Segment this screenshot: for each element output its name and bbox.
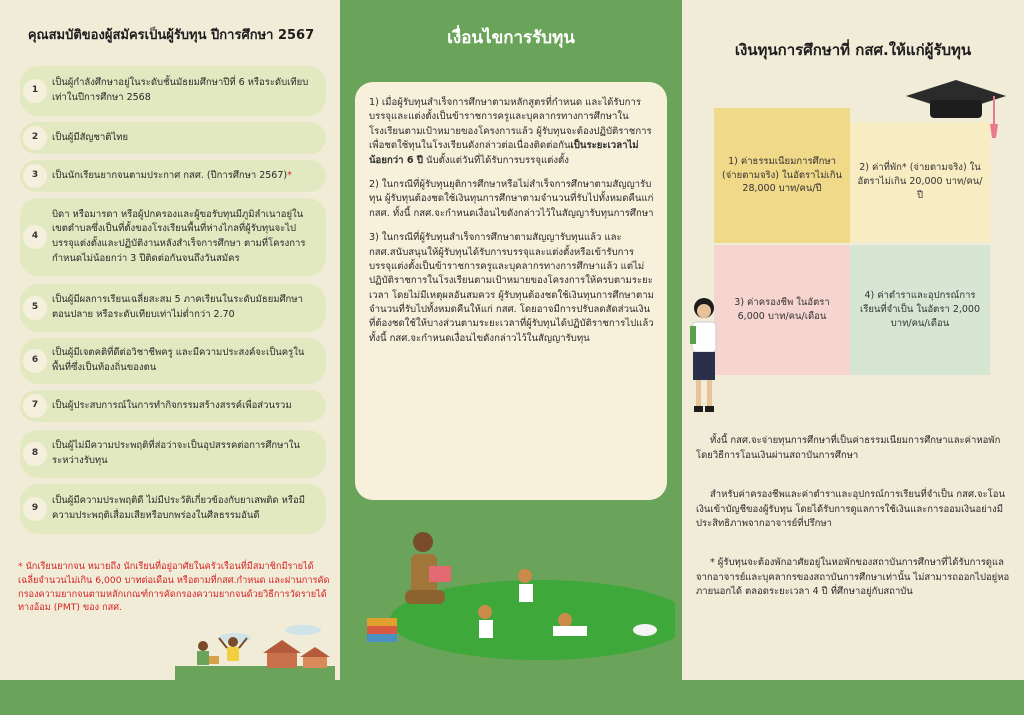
- funding-title: เงินทุนการศึกษาที่ กสศ.ให้แก่ผู้รับทุน: [734, 41, 972, 59]
- qualification-item-8: [20, 430, 326, 478]
- condition-3: 3) ในกรณีที่ผู้รับทุนสำเร็จการศึกษาตามสัญญารับทุนแล้ว และกสศ.สนับสนุนให้ผู้รับทุนได้รับการบรรจุและแต่งตั้งหรือเข้ารับการบรรจุแต่งตั้งเป็นข้าราชการครูและบุคลากรทางการศึกษาแล้ว แต่ไม่ปฏิบัติราชการในโรงเรียนตามเป้าหมายของโครงการให้ครบตามระยะเวลา โดยไม่มีเหตุผลอันสมควร ผู้รับทุนต้องชดใช้เงินทุนการศึกษาตามจำนวนที่รับไปทั้งหมดคืนให้แก่ กสศ. โดยอาจมีการปรับลดสัดส่วนเงินที่ต้องชดใช้ให้บางส่วนตามระยะเวลาที่ผู้รับทุนได้ปฏิบัติราชการไปแล้ว ทั้งนี้ กสศ.จะกำหนดเงื่อนไขดังกล่าวไว้ในสัญญารับทุน: [369, 232, 654, 344]
- item-number: 3: [23, 164, 47, 188]
- item-text: เป็นผู้มีความประพฤติดี ไม่มีประวัติเกี่ยวข้องกับยาเสพติด หรือมีความประพฤติเสื่อมเสียหรือบกพร่องในศีลธรรมอันดี: [52, 495, 305, 521]
- funding-paragraph-1: ทั้งนี้ กสศ.จะจ่ายทุนการศึกษาที่เป็นค่าธรรมเนียมการศึกษาและค่าหอพัก โดยวิธีการโอนเงินผ่านสถาบันการศึกษา: [696, 435, 1001, 461]
- condition-2: 2) ในกรณีที่ผู้รับทุนยุติการศึกษาหรือไม่สำเร็จการศึกษาตามสัญญารับทุน ผู้รับทุนต้องชดใช้เงินทุนการศึกษาตามจำนวนที่รับไปทั้งหมดคืนแก่ กสศ. ทั้งนี้ กสศ.จะกำหนดเงื่อนไขดังกล่าวไว้ในสัญญารับทุนการศึกษา: [369, 178, 654, 219]
- qualifications-panel: [0, 0, 340, 680]
- qualification-item-3: [20, 160, 326, 192]
- qualification-item-6: [20, 338, 326, 384]
- student-figure-illustration: [684, 296, 724, 418]
- item-text: เป็นผู้ประสบการณ์ในการทำกิจกรรมสร้างสรรค์เพื่อส่วนรวม: [52, 399, 292, 411]
- item-text: เป็นผู้มีเจตคติที่ดีต่อวิชาชีพครู และมีความประสงค์จะเป็นครูในพื้นที่ซึ่งเป็นท้องถิ่นของตน: [52, 347, 305, 373]
- qualification-item-1: [20, 66, 326, 116]
- conditions-title: เงื่อนไขการรับทุน: [447, 28, 575, 48]
- tuition-fee-note: 1) ค่าธรรมเนียมการศึกษา (จ่ายตามจริง) ในอัตราไม่เกิน 28,000 บาท/คน/ปี: [714, 108, 850, 243]
- living-allowance-note: 3) ค่าครองชีพ ในอัตรา 6,000 บาท/คน/เดือน: [714, 245, 850, 375]
- condition-1: 1) เมื่อผู้รับทุนสำเร็จการศึกษาตามหลักสูตรที่กำหนด และได้รับการบรรจุและแต่งตั้งเป็นข้าราชการครูและบุคลากรทางการศึกษาในโรงเรียนตามเป้าหมายของโครงการแล้ว ผู้รับทุนจะต้องปฏิบัติราชการเพื่อชดใช้ทุนในโรงเรียนดังกล่าวต่อเนื่องติดต่อกันเป็นระยะเวลาไม่น้อยกว่า 6 ปี นับตั้งแต่วันที่ได้รับการบรรจุแต่งตั้ง: [369, 97, 652, 166]
- item-number: 6: [23, 349, 47, 373]
- bottom-strip: [0, 680, 1024, 715]
- item-number: 4: [23, 225, 47, 249]
- qualification-item-7: [20, 390, 326, 422]
- accommodation-note: 2) ค่าที่พัก* (จ่ายตามจริง) ในอัตราไม่เกิน 20,000 บาท/คน/ปี: [850, 122, 990, 242]
- item-text: เป็นผู้มีสัญชาติไทย: [52, 131, 129, 143]
- item-number: 9: [23, 497, 47, 521]
- item-text: เป็นผู้มีผลการเรียนเฉลี่ยสะสม 5 ภาคเรียนในระดับมัธยมศึกษาตอนปลาย หรือระดับเทียบเท่าไม่ต่ำกว่า 2.70: [52, 294, 303, 320]
- conditions-card: [355, 82, 667, 500]
- qualification-item-2: [20, 122, 326, 154]
- conditions-panel: [340, 0, 682, 680]
- item-text: เป็นผู้กำลังศึกษาอยู่ในระดับชั้นมัธยมศึกษาปีที่ 6 หรือระดับเทียบเท่าในปีการศึกษา 2568: [52, 77, 309, 103]
- item-text: บิดา หรือมารดา หรือผู้ปกครองและผู้ขอรับทุนมีภูมิลำเนาอยู่ในเขตตำบลซึ่งเป็นที่ตั้งของโรงเรียนพื้นที่ห่างไกลที่ผู้รับทุนจะไปบรรจุแต่งตั้งและปฏิบัติงานหลังสำเร็จการศึกษา ตามที่โครงการกำหนดไม่น้อยกว่า 3 ปีติดต่อกันจนถึงวันสมัคร: [52, 208, 306, 264]
- funding-paragraph-2: สำหรับค่าครองชีพและค่าตำราและอุปกรณ์การเรียนที่จำเป็น กสศ.จะโอนเงินเข้าบัญชีของผู้รับทุน โดยได้รับการดูแลการใช้เงินและการออมเงินอย่างมีประสิทธิภาพจากอาจารย์ที่ปรึกษา: [696, 489, 1005, 530]
- item-text: เป็นนักเรียนยากจนตามประกาศ กสศ. (ปีการศึกษา 2567)*: [52, 169, 292, 181]
- item-number: 1: [23, 79, 47, 103]
- item-number: 2: [23, 126, 47, 150]
- qualification-item-5: [20, 284, 326, 332]
- books-equipment-note: 4) ค่าตำราและอุปกรณ์การเรียนที่จำเป็น ในอัตรา 2,000 บาท/คน/เดือน: [850, 245, 990, 375]
- children-village-illustration: [175, 620, 335, 680]
- qualification-item-4: [20, 198, 326, 276]
- teacher-reading-illustration: [355, 520, 675, 680]
- item-number: 8: [23, 442, 47, 466]
- item-number: 7: [23, 394, 47, 418]
- item-number: 5: [23, 296, 47, 320]
- dormitory-note: * ผู้รับทุนจะต้องพักอาศัยอยู่ในหอพักของสถาบันการศึกษาที่ได้รับการดูแลจากอาจารย์และบุคลากรของสถาบันการศึกษาเท่านั้น ไม่สามารถออกไปอยู่หอภายนอกได้ ตลอดระยะเวลา 4 ปี ที่ศึกษาอยู่กับสถาบัน: [696, 557, 1010, 598]
- poverty-definition-note: * นักเรียนยากจน หมายถึง นักเรียนที่อยู่อาศัยในครัวเรือนที่มีสมาชิกมีรายได้เฉลี่ยจำนวนไม่เกิน 6,000 บาทต่อเดือน หรือตามที่กสศ.กำหนด และผ่านการคัดกรองความยากจนตามหลักเกณฑ์การคัดกรองความยากจนด้วยวิธีการวัดรายได้ทางอ้อม (PMT) ของ กสศ.: [18, 561, 330, 614]
- qualifications-title: คุณสมบัติของผู้สมัครเป็นผู้รับทุน ปีการศึกษา 2567: [27, 28, 315, 43]
- qualification-item-9: [20, 484, 326, 534]
- item-text: เป็นผู้ไม่มีความประพฤติที่ส่อว่าจะเป็นอุปสรรคต่อการศึกษาในระหว่างรับทุน: [52, 440, 300, 466]
